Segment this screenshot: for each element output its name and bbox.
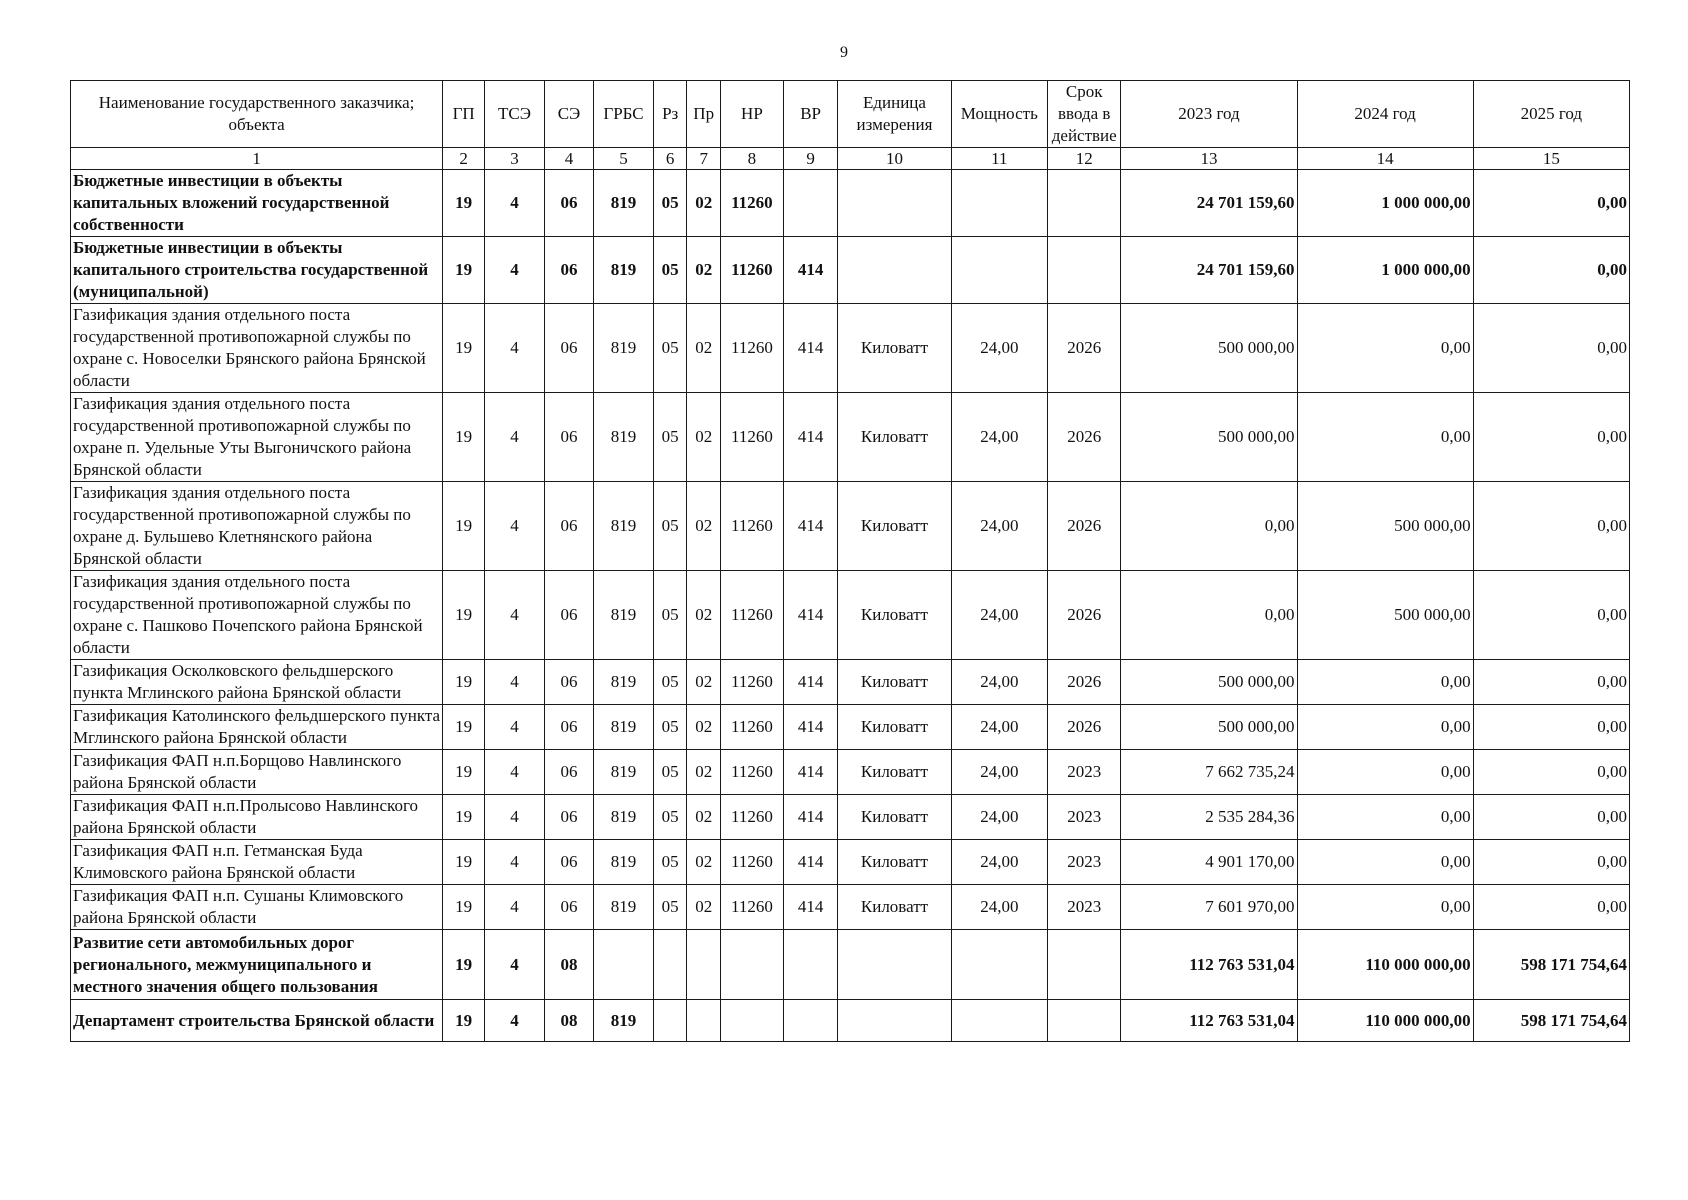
unit-cell: Киловатт [838, 795, 951, 840]
nr-cell: 11260 [720, 170, 783, 237]
se-cell: 06 [544, 482, 593, 571]
tse-cell: 4 [485, 304, 545, 393]
amount-2023-cell: 500 000,00 [1121, 304, 1297, 393]
table-row [71, 482, 1630, 571]
pr-cell: 02 [687, 237, 721, 304]
vr-cell: 414 [783, 840, 838, 885]
grbs-cell: 819 [594, 885, 654, 930]
unit-cell: Киловатт [838, 885, 951, 930]
header-cell-vr: ВР [783, 81, 838, 148]
header-cell-grbs: ГРБС [594, 81, 654, 148]
nr-cell: 11260 [720, 885, 783, 930]
unit-cell: Киловатт [838, 482, 951, 571]
rz-cell: 05 [653, 393, 687, 482]
amount-2024-cell: 500 000,00 [1297, 482, 1473, 571]
nr-cell: 11260 [720, 304, 783, 393]
nr-cell: 11260 [720, 237, 783, 304]
table-row [71, 304, 1630, 393]
amount-2024-cell: 0,00 [1297, 705, 1473, 750]
se-cell: 06 [544, 170, 593, 237]
nr-cell: 11260 [720, 660, 783, 705]
grbs-cell: 819 [594, 170, 654, 237]
capacity-cell: 24,00 [951, 840, 1047, 885]
header-cell-commissioning: Срок ввода в действие [1048, 81, 1121, 148]
column-number: 4 [544, 148, 593, 170]
amount-2024-cell: 500 000,00 [1297, 571, 1473, 660]
pr-cell: 02 [687, 393, 721, 482]
object-name-cell: Газификация ФАП н.п. Гетманская Буда Климовского района Брянской области [71, 840, 443, 885]
object-name-cell: Газификация здания отдельного поста государственной противопожарной службы по охране с. Новоселки Брянского района Брянской области [71, 304, 443, 393]
commissioning-cell: 2026 [1048, 482, 1121, 571]
tse-cell: 4 [485, 795, 545, 840]
vr-cell: 414 [783, 705, 838, 750]
pr-cell: 02 [687, 885, 721, 930]
amount-2025-cell: 0,00 [1473, 170, 1629, 237]
tse-cell: 4 [485, 885, 545, 930]
capacity-cell: 24,00 [951, 750, 1047, 795]
amount-2025-cell: 0,00 [1473, 571, 1629, 660]
grbs-cell: 819 [594, 750, 654, 795]
rz-cell: 05 [653, 660, 687, 705]
table-row [71, 705, 1630, 750]
table-row [71, 795, 1630, 840]
amount-2024-cell: 1 000 000,00 [1297, 237, 1473, 304]
amount-2025-cell: 0,00 [1473, 393, 1629, 482]
object-name-cell: Развитие сети автомобильных дорог регионального, межмуниципального и местного значения общего пользования [71, 930, 443, 1000]
header-cell-nr: НР [720, 81, 783, 148]
capacity-cell [951, 170, 1047, 237]
gp-cell: 19 [443, 660, 485, 705]
amount-2025-cell: 0,00 [1473, 705, 1629, 750]
grbs-cell: 819 [594, 393, 654, 482]
pr-cell [687, 930, 721, 1000]
pr-cell: 02 [687, 304, 721, 393]
object-name-cell: Газификация здания отдельного поста государственной противопожарной службы по охране с. Пашково Почепского района Брянской области [71, 571, 443, 660]
unit-cell: Киловатт [838, 304, 951, 393]
rz-cell: 05 [653, 571, 687, 660]
table-row [71, 885, 1630, 930]
vr-cell [783, 1000, 838, 1042]
amount-2023-cell: 7 662 735,24 [1121, 750, 1297, 795]
gp-cell: 19 [443, 750, 485, 795]
tse-cell: 4 [485, 660, 545, 705]
header-cell-tse: ТСЭ [485, 81, 545, 148]
commissioning-cell [1048, 1000, 1121, 1042]
nr-cell: 11260 [720, 393, 783, 482]
gp-cell: 19 [443, 840, 485, 885]
capacity-cell: 24,00 [951, 393, 1047, 482]
amount-2023-cell: 500 000,00 [1121, 660, 1297, 705]
tse-cell: 4 [485, 750, 545, 795]
amount-2025-cell: 0,00 [1473, 840, 1629, 885]
nr-cell [720, 1000, 783, 1042]
rz-cell: 05 [653, 170, 687, 237]
capacity-cell: 24,00 [951, 304, 1047, 393]
vr-cell: 414 [783, 885, 838, 930]
vr-cell [783, 930, 838, 1000]
amount-2024-cell: 1 000 000,00 [1297, 170, 1473, 237]
unit-cell: Киловатт [838, 750, 951, 795]
se-cell: 06 [544, 393, 593, 482]
column-number: 8 [720, 148, 783, 170]
amount-2025-cell: 0,00 [1473, 304, 1629, 393]
se-cell: 06 [544, 304, 593, 393]
object-name-cell: Газификация ФАП н.п.Борщово Навлинского района Брянской области [71, 750, 443, 795]
capacity-cell [951, 930, 1047, 1000]
object-name-cell: Газификация ФАП н.п.Пролысово Навлинского района Брянской области [71, 795, 443, 840]
object-name-cell: Газификация Католинского фельдшерского пункта Мглинского района Брянской области [71, 705, 443, 750]
amount-2023-cell: 500 000,00 [1121, 705, 1297, 750]
pr-cell [687, 1000, 721, 1042]
table-row [71, 393, 1630, 482]
unit-cell: Киловатт [838, 705, 951, 750]
tse-cell: 4 [485, 482, 545, 571]
column-number: 7 [687, 148, 721, 170]
grbs-cell: 819 [594, 304, 654, 393]
tse-cell: 4 [485, 705, 545, 750]
capacity-cell: 24,00 [951, 885, 1047, 930]
commissioning-cell: 2026 [1048, 393, 1121, 482]
unit-cell [838, 1000, 951, 1042]
tse-cell: 4 [485, 571, 545, 660]
nr-cell: 11260 [720, 795, 783, 840]
gp-cell: 19 [443, 705, 485, 750]
amount-2023-cell: 500 000,00 [1121, 393, 1297, 482]
object-name-cell: Газификация здания отдельного поста государственной противопожарной службы по охране п. Удельные Уты Выгоничского района Брянской области [71, 393, 443, 482]
se-cell: 06 [544, 237, 593, 304]
rz-cell: 05 [653, 304, 687, 393]
commissioning-cell [1048, 237, 1121, 304]
pr-cell: 02 [687, 750, 721, 795]
amount-2024-cell: 0,00 [1297, 840, 1473, 885]
commissioning-cell: 2023 [1048, 795, 1121, 840]
amount-2024-cell: 110 000 000,00 [1297, 1000, 1473, 1042]
column-number: 11 [951, 148, 1047, 170]
object-name-cell: Бюджетные инвестиции в объекты капитальных вложений государственной собственности [71, 170, 443, 237]
capacity-cell [951, 237, 1047, 304]
rz-cell: 05 [653, 840, 687, 885]
amount-2023-cell: 24 701 159,60 [1121, 237, 1297, 304]
rz-cell: 05 [653, 885, 687, 930]
gp-cell: 19 [443, 571, 485, 660]
pr-cell: 02 [687, 660, 721, 705]
amount-2025-cell: 0,00 [1473, 750, 1629, 795]
vr-cell: 414 [783, 304, 838, 393]
header-cell-rz: Рз [653, 81, 687, 148]
tse-cell: 4 [485, 840, 545, 885]
unit-cell: Киловатт [838, 571, 951, 660]
se-cell: 06 [544, 705, 593, 750]
gp-cell: 19 [443, 237, 485, 304]
amount-2025-cell: 598 171 754,64 [1473, 1000, 1629, 1042]
gp-cell: 19 [443, 482, 485, 571]
column-number: 12 [1048, 148, 1121, 170]
header-cell-2023: 2023 год [1121, 81, 1297, 148]
unit-cell [838, 237, 951, 304]
vr-cell: 414 [783, 571, 838, 660]
nr-cell: 11260 [720, 571, 783, 660]
gp-cell: 19 [443, 393, 485, 482]
column-number: 5 [594, 148, 654, 170]
amount-2023-cell: 24 701 159,60 [1121, 170, 1297, 237]
gp-cell: 19 [443, 930, 485, 1000]
vr-cell: 414 [783, 237, 838, 304]
gp-cell: 19 [443, 304, 485, 393]
vr-cell: 414 [783, 750, 838, 795]
commissioning-cell [1048, 170, 1121, 237]
amount-2024-cell: 0,00 [1297, 885, 1473, 930]
amount-2025-cell: 0,00 [1473, 237, 1629, 304]
table-row [71, 1000, 1630, 1042]
rz-cell: 05 [653, 237, 687, 304]
pr-cell: 02 [687, 170, 721, 237]
tse-cell: 4 [485, 237, 545, 304]
se-cell: 06 [544, 795, 593, 840]
object-name-cell: Газификация ФАП н.п. Сушаны Климовского района Брянской области [71, 885, 443, 930]
capacity-cell [951, 1000, 1047, 1042]
tse-cell: 4 [485, 393, 545, 482]
object-name-cell: Газификация Осколковского фельдшерского пункта Мглинского района Брянской области [71, 660, 443, 705]
amount-2023-cell: 0,00 [1121, 482, 1297, 571]
capacity-cell: 24,00 [951, 795, 1047, 840]
column-number: 9 [783, 148, 838, 170]
grbs-cell: 819 [594, 705, 654, 750]
header-cell-2024: 2024 год [1297, 81, 1473, 148]
amount-2023-cell: 7 601 970,00 [1121, 885, 1297, 930]
unit-cell [838, 930, 951, 1000]
amount-2024-cell: 0,00 [1297, 393, 1473, 482]
unit-cell [838, 170, 951, 237]
table-row [71, 660, 1630, 705]
table-row [71, 930, 1630, 1000]
column-number: 15 [1473, 148, 1629, 170]
amount-2024-cell: 0,00 [1297, 750, 1473, 795]
grbs-cell [594, 930, 654, 1000]
commissioning-cell [1048, 930, 1121, 1000]
nr-cell [720, 930, 783, 1000]
commissioning-cell: 2026 [1048, 660, 1121, 705]
rz-cell: 05 [653, 795, 687, 840]
commissioning-cell: 2023 [1048, 840, 1121, 885]
object-name-cell: Бюджетные инвестиции в объекты капитального строительства государственной (муниципальной) [71, 237, 443, 304]
capacity-cell: 24,00 [951, 660, 1047, 705]
se-cell: 06 [544, 750, 593, 795]
header-cell-gp: ГП [443, 81, 485, 148]
tse-cell: 4 [485, 1000, 545, 1042]
budget-table [70, 80, 1630, 1042]
commissioning-cell: 2026 [1048, 705, 1121, 750]
grbs-cell: 819 [594, 571, 654, 660]
vr-cell: 414 [783, 393, 838, 482]
commissioning-cell: 2023 [1048, 750, 1121, 795]
se-cell: 06 [544, 571, 593, 660]
rz-cell: 05 [653, 705, 687, 750]
capacity-cell: 24,00 [951, 482, 1047, 571]
amount-2023-cell: 112 763 531,04 [1121, 1000, 1297, 1042]
header-cell-name: Наименование государственного заказчика; объекта [71, 81, 443, 148]
column-number-row [71, 148, 1630, 170]
header-cell-pr: Пр [687, 81, 721, 148]
capacity-cell: 24,00 [951, 705, 1047, 750]
grbs-cell: 819 [594, 237, 654, 304]
se-cell: 06 [544, 840, 593, 885]
object-name-cell: Департамент строительства Брянской области [71, 1000, 443, 1042]
nr-cell: 11260 [720, 750, 783, 795]
gp-cell: 19 [443, 1000, 485, 1042]
amount-2025-cell: 0,00 [1473, 795, 1629, 840]
rz-cell [653, 930, 687, 1000]
header-cell-unit: Единица измерения [838, 81, 951, 148]
se-cell: 08 [544, 930, 593, 1000]
table-row [71, 750, 1630, 795]
rz-cell: 05 [653, 482, 687, 571]
nr-cell: 11260 [720, 482, 783, 571]
se-cell: 06 [544, 660, 593, 705]
amount-2024-cell: 0,00 [1297, 795, 1473, 840]
pr-cell: 02 [687, 571, 721, 660]
amount-2025-cell: 0,00 [1473, 482, 1629, 571]
column-number: 13 [1121, 148, 1297, 170]
grbs-cell: 819 [594, 840, 654, 885]
nr-cell: 11260 [720, 840, 783, 885]
table-row [71, 170, 1630, 237]
unit-cell: Киловатт [838, 393, 951, 482]
pr-cell: 02 [687, 705, 721, 750]
amount-2023-cell: 112 763 531,04 [1121, 930, 1297, 1000]
unit-cell: Киловатт [838, 660, 951, 705]
column-number: 6 [653, 148, 687, 170]
header-cell-se: СЭ [544, 81, 593, 148]
amount-2025-cell: 598 171 754,64 [1473, 930, 1629, 1000]
column-number: 14 [1297, 148, 1473, 170]
grbs-cell: 819 [594, 1000, 654, 1042]
vr-cell: 414 [783, 660, 838, 705]
amount-2024-cell: 110 000 000,00 [1297, 930, 1473, 1000]
pr-cell: 02 [687, 840, 721, 885]
unit-cell: Киловатт [838, 840, 951, 885]
table-row [71, 237, 1630, 304]
se-cell: 08 [544, 1000, 593, 1042]
nr-cell: 11260 [720, 705, 783, 750]
header-cell-capacity: Мощность [951, 81, 1047, 148]
vr-cell: 414 [783, 795, 838, 840]
pr-cell: 02 [687, 795, 721, 840]
object-name-cell: Газификация здания отдельного поста государственной противопожарной службы по охране д. Бульшево Клетнянского района Брянской области [71, 482, 443, 571]
rz-cell [653, 1000, 687, 1042]
grbs-cell: 819 [594, 795, 654, 840]
column-number: 1 [71, 148, 443, 170]
column-number: 10 [838, 148, 951, 170]
commissioning-cell: 2026 [1048, 304, 1121, 393]
gp-cell: 19 [443, 170, 485, 237]
se-cell: 06 [544, 885, 593, 930]
amount-2023-cell: 0,00 [1121, 571, 1297, 660]
page-number: 9 [840, 44, 848, 61]
rz-cell: 05 [653, 750, 687, 795]
pr-cell: 02 [687, 482, 721, 571]
tse-cell: 4 [485, 170, 545, 237]
header-cell-2025: 2025 год [1473, 81, 1629, 148]
gp-cell: 19 [443, 795, 485, 840]
table-body [71, 170, 1630, 1042]
table-row [71, 571, 1630, 660]
gp-cell: 19 [443, 885, 485, 930]
column-number: 3 [485, 148, 545, 170]
grbs-cell: 819 [594, 482, 654, 571]
column-number: 2 [443, 148, 485, 170]
amount-2023-cell: 2 535 284,36 [1121, 795, 1297, 840]
amount-2025-cell: 0,00 [1473, 660, 1629, 705]
vr-cell [783, 170, 838, 237]
tse-cell: 4 [485, 930, 545, 1000]
table-row [71, 840, 1630, 885]
amount-2024-cell: 0,00 [1297, 660, 1473, 705]
amount-2023-cell: 4 901 170,00 [1121, 840, 1297, 885]
vr-cell: 414 [783, 482, 838, 571]
capacity-cell: 24,00 [951, 571, 1047, 660]
grbs-cell: 819 [594, 660, 654, 705]
amount-2025-cell: 0,00 [1473, 885, 1629, 930]
commissioning-cell: 2023 [1048, 885, 1121, 930]
header-row [71, 81, 1630, 148]
amount-2024-cell: 0,00 [1297, 304, 1473, 393]
commissioning-cell: 2026 [1048, 571, 1121, 660]
